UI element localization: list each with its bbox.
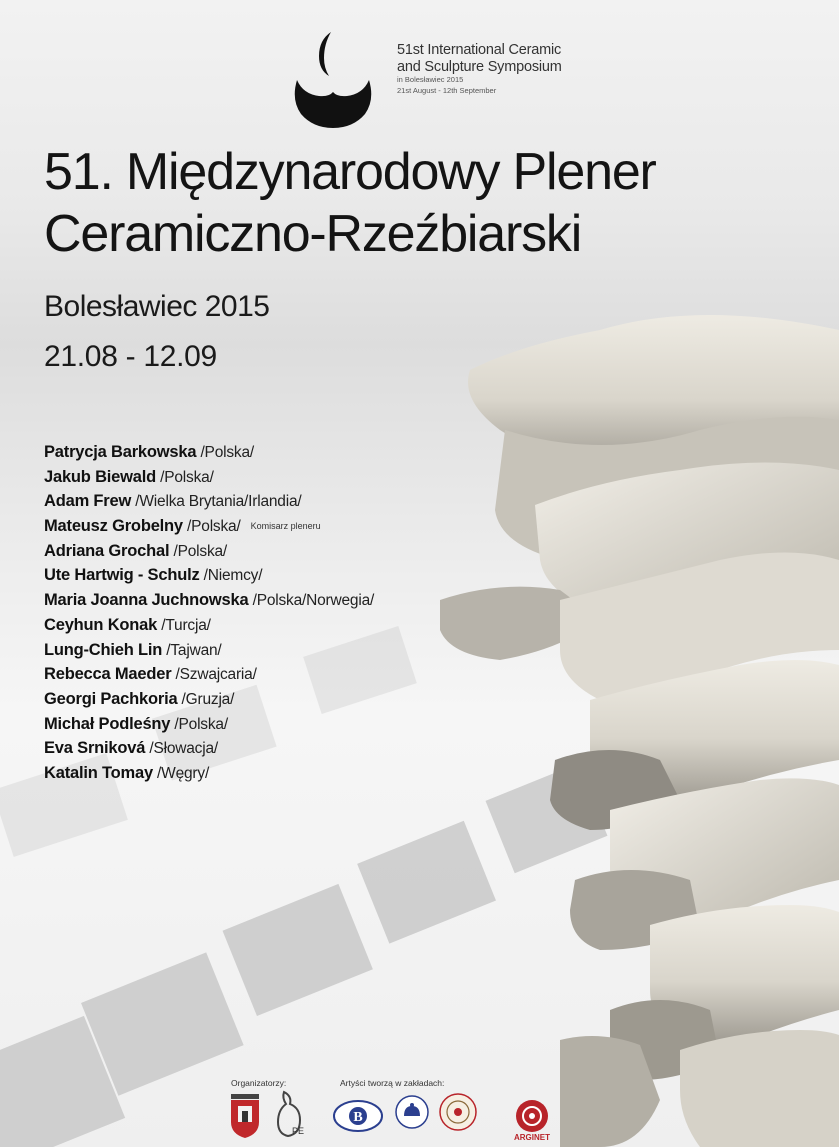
artist-name: Ute Hartwig - Schulz (44, 566, 200, 585)
artist-item (44, 514, 374, 539)
artist-item (44, 588, 374, 613)
artist-country: /Turcja/ (157, 616, 211, 634)
page-title (44, 141, 656, 266)
artist-item (44, 687, 374, 712)
artist-name: Rebecca Maeder (44, 665, 172, 684)
symposium-name-line2: and Sculpture Symposium (397, 58, 562, 75)
artist-name: Jakub Biewald (44, 467, 157, 486)
artist-name: Maria Joanna Juchnowska (44, 591, 249, 610)
ceramic-factory-b-logo-icon (332, 1098, 384, 1134)
symposium-logo (293, 30, 373, 128)
svg-text:PE: PE (292, 1126, 305, 1136)
arginet-logo-icon (514, 1098, 550, 1134)
organizers-label: Organizatorzy: (231, 1078, 287, 1088)
artist-country: /Polska/ (196, 444, 254, 461)
ceramic-sculpture-illustration (440, 315, 839, 1147)
artist-country: /Polska/ (182, 518, 241, 536)
factory-b-letter: B (353, 1110, 363, 1125)
artist-item (44, 662, 374, 687)
artist-item (44, 465, 374, 490)
symposium-name-line1: 51st International Ceramic (397, 42, 562, 58)
artist-item (44, 761, 374, 786)
event-dates: 21.08 - 12.09 (44, 340, 217, 373)
artist-country: /Polska/ (169, 542, 228, 560)
manufactory-seal-logo-icon (438, 1092, 478, 1132)
artist-role-note: Komisarz pleneru (250, 521, 321, 532)
artist-item (44, 613, 374, 638)
artist-country: /Polska/ (170, 715, 228, 733)
artist-country: /Niemcy/ (199, 567, 263, 585)
artist-country: /Wielka Brytania/Irlandia/ (131, 493, 302, 511)
artist-country: /Węgry/ (152, 764, 210, 782)
artist-country: /Słowacja/ (145, 740, 218, 758)
symposium-info (397, 42, 657, 96)
artist-country: /Polska/ (156, 468, 214, 486)
artist-name: Mateusz Grobelny (44, 517, 183, 536)
artist-item (44, 736, 374, 761)
artist-name: Georgi Pachkoria (44, 689, 178, 708)
city-year: Bolesławiec 2015 (44, 290, 270, 323)
artist-name: Ceyhun Konak (44, 615, 158, 634)
artist-item (44, 440, 374, 465)
artist-name: Michał Podleśny (44, 714, 171, 733)
artist-item (44, 489, 374, 514)
artist-name: Eva Srniková (44, 739, 146, 758)
artist-country: /Gruzja/ (177, 690, 235, 708)
symposium-dates-en: 21st August - 12th September (397, 85, 497, 95)
artist-item (44, 638, 374, 663)
artist-item (44, 712, 374, 737)
artist-country: /Polska/Norwegia/ (248, 592, 375, 610)
artist-list (44, 440, 374, 786)
teapot-factory-logo-icon (394, 1094, 430, 1134)
artist-country: /Tajwan/ (162, 641, 222, 659)
artist-name: Patrycja Barkowska (44, 443, 197, 461)
arginet-label: ARGINET (514, 1133, 550, 1142)
artist-name: Katalin Tomay (44, 763, 153, 782)
title-line1: 51. Międzynarodowy Plener (44, 143, 656, 201)
artist-item (44, 563, 374, 588)
vase-organizer-logo-icon (272, 1090, 310, 1140)
symposium-location: in Bolesławiec 2015 (397, 75, 464, 85)
artist-item (44, 539, 374, 564)
factories-label: Artyści tworzą w zakładach: (340, 1078, 445, 1088)
artist-name: Adam Frew (44, 492, 132, 511)
artist-name: Adriana Grochal (44, 541, 170, 560)
artist-name: Lung-Chieh Lin (44, 640, 163, 659)
artist-country: /Szwajcaria/ (171, 666, 257, 684)
title-line2: Ceramiczno-Rzeźbiarski (44, 205, 582, 264)
boleslawiec-coat-of-arms-icon (229, 1094, 261, 1138)
